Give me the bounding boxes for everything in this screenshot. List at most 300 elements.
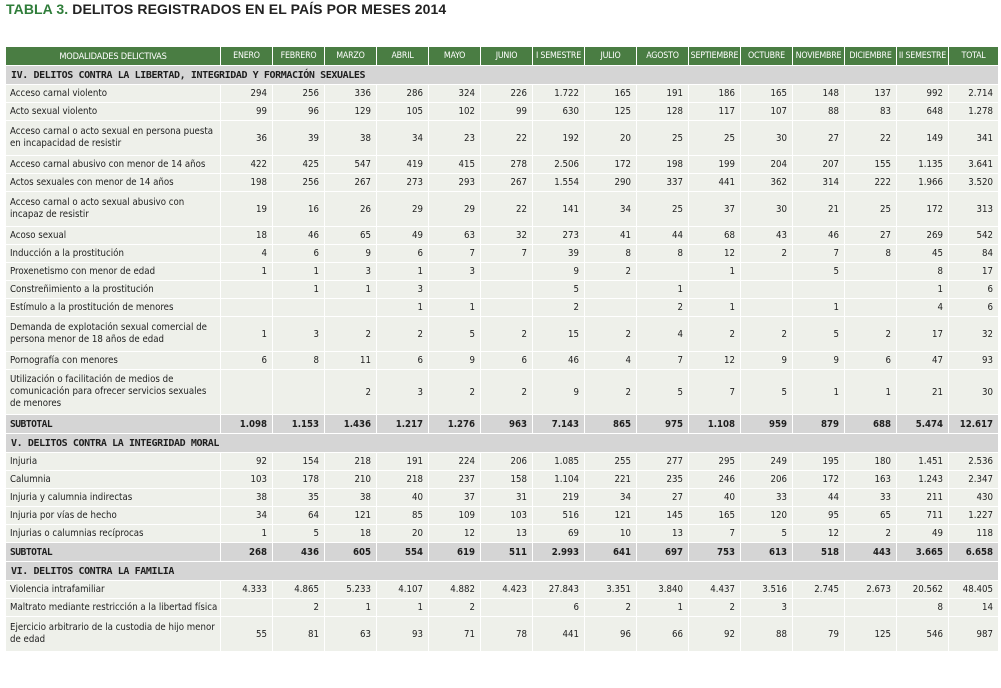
cell-value: 6 xyxy=(533,599,585,617)
column-header: ABRIL xyxy=(377,47,429,66)
cell-value: 6 xyxy=(481,352,533,370)
cell-value: 46 xyxy=(793,227,845,245)
cell-value: 441 xyxy=(533,617,585,652)
subtotal-value: 959 xyxy=(741,415,793,434)
cell-value: 2 xyxy=(429,599,481,617)
row-label: Acceso carnal o acto sexual abusivo con incapaz de resistir xyxy=(6,192,221,227)
cell-value: 516 xyxy=(533,507,585,525)
column-header: SEPTIEMBRE xyxy=(689,47,741,66)
cell-value: 13 xyxy=(637,525,689,543)
row-label: Injuria y calumnia indirectas xyxy=(6,489,221,507)
cell-value xyxy=(585,299,637,317)
cell-value: 92 xyxy=(689,617,741,652)
cell-value: 1 xyxy=(897,281,949,299)
cell-value: 38 xyxy=(221,489,273,507)
cell-value: 21 xyxy=(897,370,949,415)
cell-value: 4 xyxy=(637,317,689,352)
cell-value: 33 xyxy=(845,489,897,507)
cell-value: 224 xyxy=(429,453,481,471)
cell-value: 207 xyxy=(793,156,845,174)
cell-value: 3.516 xyxy=(741,581,793,599)
header-row xyxy=(6,47,999,66)
table-row xyxy=(6,471,999,489)
cell-value: 4.107 xyxy=(377,581,429,599)
cell-value: 2 xyxy=(689,317,741,352)
row-label: Utilización o facilitación de medios de comunicación para ofrecer servicios sexuales de menores xyxy=(6,370,221,415)
cell-value: 2 xyxy=(845,317,897,352)
cell-value: 92 xyxy=(221,453,273,471)
cell-value xyxy=(741,281,793,299)
cell-value xyxy=(481,599,533,617)
cell-value xyxy=(221,281,273,299)
row-label: Acto sexual violento xyxy=(6,103,221,121)
subtotal-value: 865 xyxy=(585,415,637,434)
cell-value: 129 xyxy=(325,103,377,121)
cell-value: 5 xyxy=(793,317,845,352)
cell-value: 4.865 xyxy=(273,581,325,599)
cell-value: 1 xyxy=(325,281,377,299)
cell-value: 3.641 xyxy=(949,156,999,174)
cell-value: 542 xyxy=(949,227,999,245)
cell-value: 9 xyxy=(533,263,585,281)
cell-value: 314 xyxy=(793,174,845,192)
cell-value xyxy=(481,281,533,299)
cell-value: 149 xyxy=(897,121,949,156)
table-row xyxy=(6,507,999,525)
cell-value: 25 xyxy=(689,121,741,156)
cell-value: 31 xyxy=(481,489,533,507)
cell-value: 48.405 xyxy=(949,581,999,599)
cell-value: 27 xyxy=(845,227,897,245)
cell-value: 12 xyxy=(429,525,481,543)
table-row xyxy=(6,245,999,263)
cell-value: 267 xyxy=(481,174,533,192)
cell-value: 1 xyxy=(377,263,429,281)
table-row xyxy=(6,599,999,617)
cell-value: 1 xyxy=(273,263,325,281)
cell-value: 17 xyxy=(897,317,949,352)
cell-value: 141 xyxy=(533,192,585,227)
cell-value: 226 xyxy=(481,85,533,103)
subtotal-value: 6.658 xyxy=(949,543,999,562)
table-title-text: DELITOS REGISTRADOS EN EL PAÍS POR MESES 2014 xyxy=(72,1,447,17)
crime-table xyxy=(5,46,999,652)
cell-value: 33 xyxy=(741,489,793,507)
cell-value: 1.451 xyxy=(897,453,949,471)
cell-value: 1.243 xyxy=(897,471,949,489)
table-title-number: TABLA 3. xyxy=(6,1,69,17)
row-label: Pornografía con menores xyxy=(6,352,221,370)
cell-value: 7 xyxy=(793,245,845,263)
cell-value: 2.506 xyxy=(533,156,585,174)
cell-value: 8 xyxy=(897,599,949,617)
cell-value: 10 xyxy=(585,525,637,543)
subtotal-value: 5.474 xyxy=(897,415,949,434)
cell-value: 5 xyxy=(429,317,481,352)
cell-value: 96 xyxy=(585,617,637,652)
cell-value: 222 xyxy=(845,174,897,192)
cell-value: 4.423 xyxy=(481,581,533,599)
cell-value: 206 xyxy=(741,471,793,489)
cell-value: 2 xyxy=(585,370,637,415)
cell-value: 1 xyxy=(325,599,377,617)
cell-value: 125 xyxy=(845,617,897,652)
row-label: Acceso carnal o acto sexual en persona puesta en incapacidad de resistir xyxy=(6,121,221,156)
cell-value: 211 xyxy=(897,489,949,507)
cell-value: 165 xyxy=(741,85,793,103)
cell-value: 2 xyxy=(273,599,325,617)
cell-value: 1 xyxy=(221,525,273,543)
cell-value: 44 xyxy=(793,489,845,507)
cell-value: 295 xyxy=(689,453,741,471)
subtotal-value: 963 xyxy=(481,415,533,434)
cell-value: 5 xyxy=(637,370,689,415)
cell-value: 178 xyxy=(273,471,325,489)
cell-value: 4 xyxy=(897,299,949,317)
cell-value: 8 xyxy=(585,245,637,263)
subtotal-value: 879 xyxy=(793,415,845,434)
cell-value xyxy=(429,281,481,299)
cell-value: 191 xyxy=(377,453,429,471)
cell-value: 34 xyxy=(377,121,429,156)
cell-value: 172 xyxy=(585,156,637,174)
cell-value xyxy=(585,281,637,299)
cell-value: 2 xyxy=(325,370,377,415)
cell-value: 290 xyxy=(585,174,637,192)
cell-value: 49 xyxy=(897,525,949,543)
cell-value: 29 xyxy=(377,192,429,227)
cell-value: 204 xyxy=(741,156,793,174)
cell-value: 3 xyxy=(325,263,377,281)
cell-value: 210 xyxy=(325,471,377,489)
cell-value: 4.882 xyxy=(429,581,481,599)
cell-value: 34 xyxy=(585,192,637,227)
cell-value: 419 xyxy=(377,156,429,174)
cell-value: 103 xyxy=(481,507,533,525)
column-header: MAYO xyxy=(429,47,481,66)
cell-value: 277 xyxy=(637,453,689,471)
cell-value: 16 xyxy=(273,192,325,227)
cell-value: 2.714 xyxy=(949,85,999,103)
cell-value: 22 xyxy=(845,121,897,156)
row-label: Constreñimiento a la prostitución xyxy=(6,281,221,299)
subtotal-value: 605 xyxy=(325,543,377,562)
subtotal-value: 518 xyxy=(793,543,845,562)
cell-value: 165 xyxy=(689,507,741,525)
cell-value: 180 xyxy=(845,453,897,471)
cell-value: 2.347 xyxy=(949,471,999,489)
cell-value: 22 xyxy=(481,121,533,156)
cell-value: 218 xyxy=(325,453,377,471)
cell-value: 46 xyxy=(533,352,585,370)
cell-value: 1 xyxy=(273,281,325,299)
cell-value: 103 xyxy=(221,471,273,489)
cell-value: 2.536 xyxy=(949,453,999,471)
cell-value: 546 xyxy=(897,617,949,652)
cell-value: 2 xyxy=(377,317,429,352)
cell-value: 2 xyxy=(689,599,741,617)
cell-value: 6 xyxy=(221,352,273,370)
table-title xyxy=(6,1,446,17)
cell-value: 6 xyxy=(949,281,999,299)
subtotal-label: SUBTOTAL xyxy=(6,415,221,434)
cell-value: 83 xyxy=(845,103,897,121)
cell-value: 1 xyxy=(377,599,429,617)
cell-value: 32 xyxy=(949,317,999,352)
cell-value xyxy=(221,299,273,317)
cell-value xyxy=(221,370,273,415)
cell-value: 38 xyxy=(325,121,377,156)
cell-value xyxy=(793,599,845,617)
cell-value: 96 xyxy=(273,103,325,121)
cell-value xyxy=(325,299,377,317)
cell-value: 107 xyxy=(741,103,793,121)
cell-value: 37 xyxy=(429,489,481,507)
cell-value: 441 xyxy=(689,174,741,192)
table-row xyxy=(6,581,999,599)
cell-value: 219 xyxy=(533,489,585,507)
cell-value: 9 xyxy=(429,352,481,370)
cell-value: 64 xyxy=(273,507,325,525)
cell-value: 18 xyxy=(221,227,273,245)
cell-value: 40 xyxy=(377,489,429,507)
table-row xyxy=(6,370,999,415)
cell-value: 5 xyxy=(741,525,793,543)
cell-value: 336 xyxy=(325,85,377,103)
cell-value: 25 xyxy=(637,192,689,227)
cell-value: 246 xyxy=(689,471,741,489)
cell-value: 3.520 xyxy=(949,174,999,192)
cell-value: 3.351 xyxy=(585,581,637,599)
cell-value: 9 xyxy=(741,352,793,370)
cell-value: 44 xyxy=(637,227,689,245)
cell-value: 40 xyxy=(689,489,741,507)
subtotal-value: 613 xyxy=(741,543,793,562)
cell-value: 78 xyxy=(481,617,533,652)
cell-value: 198 xyxy=(637,156,689,174)
subtotal-value: 554 xyxy=(377,543,429,562)
cell-value: 29 xyxy=(429,192,481,227)
cell-value: 5.233 xyxy=(325,581,377,599)
cell-value: 88 xyxy=(741,617,793,652)
cell-value: 3 xyxy=(377,370,429,415)
cell-value xyxy=(845,281,897,299)
cell-value: 121 xyxy=(585,507,637,525)
subtotal-value: 511 xyxy=(481,543,533,562)
cell-value: 8 xyxy=(845,245,897,263)
table-row xyxy=(6,174,999,192)
cell-value: 199 xyxy=(689,156,741,174)
cell-value: 36 xyxy=(221,121,273,156)
cell-value: 256 xyxy=(273,174,325,192)
subtotal-value: 443 xyxy=(845,543,897,562)
subtotal-value: 753 xyxy=(689,543,741,562)
cell-value: 2 xyxy=(481,317,533,352)
cell-value: 415 xyxy=(429,156,481,174)
subtotal-value: 1.108 xyxy=(689,415,741,434)
row-label: Proxenetismo con menor de edad xyxy=(6,263,221,281)
cell-value: 120 xyxy=(741,507,793,525)
cell-value: 4.437 xyxy=(689,581,741,599)
cell-value: 3.840 xyxy=(637,581,689,599)
cell-value: 313 xyxy=(949,192,999,227)
cell-value xyxy=(741,299,793,317)
cell-value: 63 xyxy=(325,617,377,652)
cell-value: 1 xyxy=(793,299,845,317)
cell-value: 256 xyxy=(273,85,325,103)
cell-value: 1.722 xyxy=(533,85,585,103)
cell-value: 1.966 xyxy=(897,174,949,192)
cell-value: 69 xyxy=(533,525,585,543)
cell-value: 267 xyxy=(325,174,377,192)
cell-value: 39 xyxy=(273,121,325,156)
cell-value: 121 xyxy=(325,507,377,525)
cell-value: 39 xyxy=(533,245,585,263)
table-row xyxy=(6,156,999,174)
cell-value: 293 xyxy=(429,174,481,192)
cell-value: 12 xyxy=(689,245,741,263)
cell-value: 66 xyxy=(637,617,689,652)
subtotal-value: 1.153 xyxy=(273,415,325,434)
subtotal-value: 697 xyxy=(637,543,689,562)
section-header-row xyxy=(6,434,999,453)
cell-value: 1 xyxy=(221,263,273,281)
cell-value xyxy=(481,299,533,317)
cell-value: 25 xyxy=(845,192,897,227)
cell-value: 198 xyxy=(221,174,273,192)
cell-value: 81 xyxy=(273,617,325,652)
cell-value: 235 xyxy=(637,471,689,489)
row-label: Violencia intrafamiliar xyxy=(6,581,221,599)
cell-value: 1.278 xyxy=(949,103,999,121)
subtotal-value: 1.436 xyxy=(325,415,377,434)
cell-value: 992 xyxy=(897,85,949,103)
cell-value: 155 xyxy=(845,156,897,174)
cell-value: 145 xyxy=(637,507,689,525)
cell-value: 255 xyxy=(585,453,637,471)
column-header: MARZO xyxy=(325,47,377,66)
cell-value: 49 xyxy=(377,227,429,245)
section-title: IV. DELITOS CONTRA LA LIBERTAD, INTEGRIDAD Y FORMACIÓN SEXUALES xyxy=(6,66,999,85)
cell-value: 3 xyxy=(273,317,325,352)
cell-value: 2.673 xyxy=(845,581,897,599)
cell-value: 68 xyxy=(689,227,741,245)
section-title: VI. DELITOS CONTRA LA FAMILIA xyxy=(6,562,999,581)
cell-value: 88 xyxy=(793,103,845,121)
cell-value: 22 xyxy=(481,192,533,227)
row-label: Maltrato mediante restricción a la libertad física xyxy=(6,599,221,617)
cell-value: 1 xyxy=(377,299,429,317)
cell-value: 221 xyxy=(585,471,637,489)
cell-value: 337 xyxy=(637,174,689,192)
cell-value: 278 xyxy=(481,156,533,174)
cell-value: 7 xyxy=(689,525,741,543)
table-row xyxy=(6,103,999,121)
cell-value: 8 xyxy=(897,263,949,281)
cell-value: 35 xyxy=(273,489,325,507)
cell-value xyxy=(845,599,897,617)
cell-value: 1.135 xyxy=(897,156,949,174)
cell-value: 105 xyxy=(377,103,429,121)
cell-value: 163 xyxy=(845,471,897,489)
cell-value: 109 xyxy=(429,507,481,525)
table-row xyxy=(6,192,999,227)
cell-value: 63 xyxy=(429,227,481,245)
cell-value: 1 xyxy=(845,370,897,415)
cell-value: 630 xyxy=(533,103,585,121)
cell-value: 34 xyxy=(221,507,273,525)
cell-value: 27 xyxy=(637,489,689,507)
cell-value: 30 xyxy=(949,370,999,415)
cell-value: 21 xyxy=(793,192,845,227)
cell-value xyxy=(689,281,741,299)
cell-value: 79 xyxy=(793,617,845,652)
cell-value xyxy=(273,299,325,317)
cell-value xyxy=(845,263,897,281)
cell-value: 6 xyxy=(377,245,429,263)
cell-value: 154 xyxy=(273,453,325,471)
cell-value: 6 xyxy=(273,245,325,263)
cell-value: 99 xyxy=(481,103,533,121)
cell-value: 15 xyxy=(533,317,585,352)
column-header: I SEMESTRE xyxy=(533,47,585,66)
cell-value: 192 xyxy=(533,121,585,156)
subtotal-value: 1.098 xyxy=(221,415,273,434)
cell-value: 13 xyxy=(481,525,533,543)
row-label: Injuria xyxy=(6,453,221,471)
cell-value: 65 xyxy=(325,227,377,245)
cell-value: 987 xyxy=(949,617,999,652)
cell-value xyxy=(221,599,273,617)
row-label: Demanda de explotación sexual comercial de persona menor de 18 años de edad xyxy=(6,317,221,352)
column-header: II SEMESTRE xyxy=(897,47,949,66)
column-header-modalidades: MODALIDADES DELICTIVAS xyxy=(6,47,221,66)
row-label: Inducción a la prostitución xyxy=(6,245,221,263)
cell-value: 12 xyxy=(793,525,845,543)
cell-value: 4 xyxy=(585,352,637,370)
column-header: OCTUBRE xyxy=(741,47,793,66)
cell-value: 249 xyxy=(741,453,793,471)
subtotal-value: 12.617 xyxy=(949,415,999,434)
cell-value: 8 xyxy=(637,245,689,263)
cell-value: 1 xyxy=(637,599,689,617)
cell-value: 425 xyxy=(273,156,325,174)
cell-value: 2 xyxy=(637,299,689,317)
table-header xyxy=(6,47,999,66)
cell-value: 85 xyxy=(377,507,429,525)
cell-value: 18 xyxy=(325,525,377,543)
cell-value: 47 xyxy=(897,352,949,370)
subtotal-value: 436 xyxy=(273,543,325,562)
table-row xyxy=(6,525,999,543)
table-row xyxy=(6,299,999,317)
cell-value: 38 xyxy=(325,489,377,507)
cell-value: 1 xyxy=(689,299,741,317)
subtotal-value: 3.665 xyxy=(897,543,949,562)
cell-value: 1 xyxy=(689,263,741,281)
cell-value: 191 xyxy=(637,85,689,103)
cell-value xyxy=(741,263,793,281)
cell-value: 2 xyxy=(325,317,377,352)
cell-value: 5 xyxy=(741,370,793,415)
cell-value: 128 xyxy=(637,103,689,121)
cell-value: 5 xyxy=(273,525,325,543)
cell-value: 206 xyxy=(481,453,533,471)
cell-value: 3 xyxy=(741,599,793,617)
cell-value: 195 xyxy=(793,453,845,471)
cell-value: 12 xyxy=(689,352,741,370)
subtotal-value: 975 xyxy=(637,415,689,434)
